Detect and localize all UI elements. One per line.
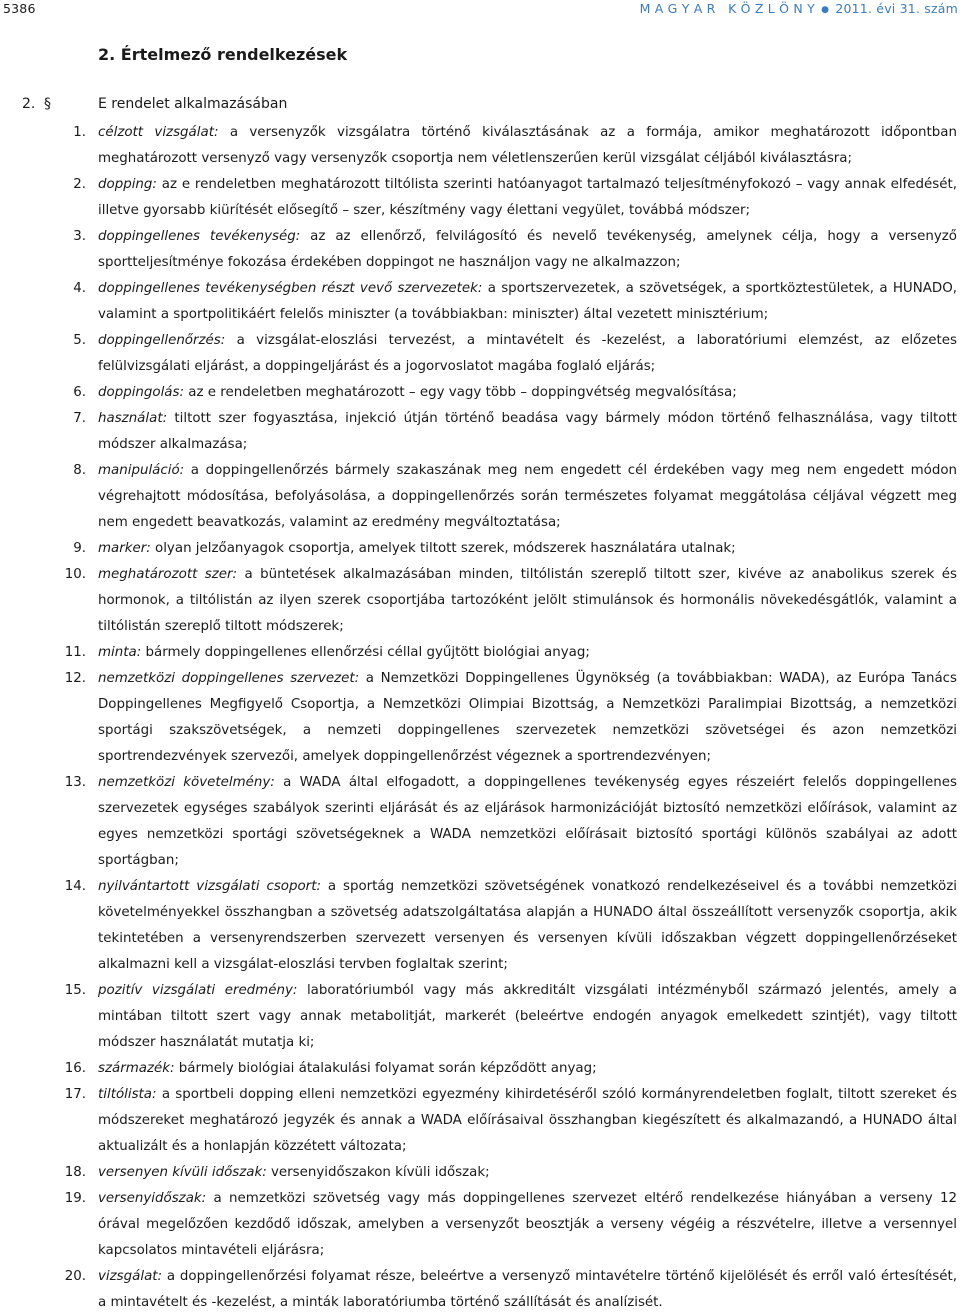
definition-item [0,406,960,458]
definition-text: a nemzetközi szövetség vagy más doppingellenes szervezet eltérő rendelkezése hiányában a verseny 12 órával megelőzően kezdődő időszak, amelyben a versenyzőt beosztják a verseny végéig a részvételre, illetve a versennyel kapcsolatos mintavételi eljárásra; [98,1191,957,1258]
page-header [0,0,960,22]
definition-item [0,1160,960,1186]
definition-term: minta: [98,645,142,660]
definition-item [0,328,960,380]
definition-text: a sportszervezetek, a szövetségek, a sportköztestületek, a HUNADO, valamint a sportpolitikáért felelős miniszter (a továbbiakban: miniszter) által vezetett minisztérium; [98,281,957,322]
definition-text: az e rendeletben meghatározott tiltólista szerinti hatóanyagot tartalmazó teljesítményfokozó – vagy annak elfedését, illetve gyorsabb kiürítését elősegítő – szer, készítmény vagy élettani vegyület, továbbá módszer; [98,177,957,218]
definition-list [0,120,960,1316]
definition-number: 19. [64,1191,86,1206]
definition-term: versenyidőszak: [98,1191,207,1206]
paragraph-sign: § [44,96,51,112]
definition-item [0,1082,960,1160]
definition-number: 4. [73,281,86,296]
definition-term: célzott vizsgálat: [98,125,219,140]
definition-number: 6. [73,385,86,400]
definition-number: 2. [73,177,86,192]
definition-term: versenyen kívüli időszak: [98,1165,267,1180]
definition-number: 11. [64,645,86,660]
definition-text: a sportág nemzetközi szövetségének vonatkozó rendelkezéseivel és a további nemzetközi követelményekkel összhangban a szövetség adatszolgáltatása alapján a HUNADO által összeállított versenyzők csoportja, akik tekintetében a versenyrendszerben szervezett versenyen és versenyen kívüli időszakban végzett doppingellenőrzéseket alkalmazni kell a vizsgálat-eloszlási tervben foglaltak szerint; [98,879,957,972]
definition-item [0,172,960,224]
journal-title [640,1,958,16]
definition-number: 3. [73,229,86,244]
definition-text: a büntetések alkalmazásában minden, tiltólistán szereplő tiltott szer, kivéve az anabolikus szerek és hormonok, a tiltólistán az ilyen szerek csoportjába tartozóként jelölt stimulánsok és hormonális növekedésgátlók, valamint a tiltólistán szereplő tiltott módszerek; [98,567,957,634]
definition-number: 12. [64,671,86,686]
definition-text: a doppingellenőrzés bármely szakaszának meg nem engedett cél érdekében vagy meg nem engedett módon végrehajtott módosítása, befolyásolása, a doppingellenőrzés során természetes folyamat meggátolása céljával végzett meg nem engedett beavatkozás, valamint az eredmény megváltoztatása; [98,463,957,530]
bullet-icon: ● [821,5,830,15]
definition-text: laboratóriumból vagy más akkreditált vizsgálati intézményből származó jelentés, amely a mintában tiltott szert vagy annak metabolitját, markerét (beleértve endogén anyagok emelkedett szintjét), vagy tiltott módszer használatát mutatja ki; [98,983,957,1050]
definition-item [0,666,960,770]
definition-number: 10. [64,567,86,582]
definition-text: a vizsgálat-eloszlási tervezést, a mintavételt és -kezelést, a laboratóriumi elemzést, az előzetes felülvizsgálati eljárást, a doppingeljárást és a jogorvoslatot magába foglaló eljárás; [98,333,957,374]
definition-term: marker: [98,541,151,556]
definition-term: nemzetközi doppingellenes szervezet: [98,671,360,686]
definition-term: vizsgálat: [98,1269,163,1284]
definition-number: 8. [73,463,86,478]
journal-name: M A G Y A R K Ö Z L Ö N Y [639,1,815,16]
definition-item [0,1056,960,1082]
definition-text: tiltott szer fogyasztása, injekció útján történő beadása vagy bármely módon történő felhasználása, vagy tiltott módszer alkalmazása; [98,411,957,452]
definition-number: 16. [64,1061,86,1076]
definition-term: származék: [98,1061,175,1076]
definition-term: doppingellenes tevékenység: [98,229,301,244]
definition-text: versenyidőszakon kívüli időszak; [266,1165,490,1180]
definition-item [0,120,960,172]
definition-number: 13. [64,775,86,790]
definition-item [0,380,960,406]
page-number: 5386 [3,1,36,16]
definition-term: nyilvántartott vizsgálati csoport: [98,879,321,894]
definition-text: a Nemzetközi Doppingellenes Ügynökség (a továbbiakban: WADA), az Európa Tanács Doppingellenes Megfigyelő Csoportja, a Nemzetközi Olimpiai Bizottság, a Nemzetközi Paralimpiai Bizottság, a nemzetközi sportági szakszövetségek, a nemzeti doppingellenes szervezetek nemzetközi szövetségei és azon nemzetközi sportrendezvények szervezői, amelyek doppingellenőrzést végeznek a sportrendezvényen; [98,671,957,764]
definition-text: a WADA által elfogadott, a doppingellenes tevékenység egyes részeiért felelős doppingellenes szervezetek egységes szabályok szerinti eljárását és az eljárások harmonizációját biztosító nemzetközi előírások, valamint az egyes nemzetközi sportági szövetségeknek a WADA nemzetközi előírásait biztosító sportági különös szabályai az adott sportágban; [98,775,957,868]
definition-term: manipuláció: [98,463,185,478]
definition-item [0,770,960,874]
definition-item [0,1264,960,1316]
definition-term: dopping: [98,177,157,192]
definition-item [0,562,960,640]
section-title: 2. Értelmező rendelkezések [98,45,348,64]
definition-item [0,978,960,1056]
definition-number: 14. [64,879,86,894]
definition-number: 9. [73,541,86,556]
definition-text: a doppingellenőrzési folyamat része, beleértve a versenyző mintavételre történő kijelölését és erről való értesítését, a mintavételt és -kezelést, a minták laboratóriumba történő szállítását és analízisét. [98,1269,957,1310]
definition-term: meghatározott szer: [98,567,238,582]
definition-term: tiltólista: [98,1087,157,1102]
definition-number: 15. [64,983,86,998]
definition-item [0,224,960,276]
definition-number: 17. [64,1087,86,1102]
definition-number: 20. [64,1269,86,1284]
definition-term: doppingellenőrzés: [98,333,226,348]
issue-label: 2011. évi 31. szám [835,1,958,16]
definition-term: használat: [98,411,168,426]
definition-number: 5. [73,333,86,348]
definition-text: olyan jelzőanyagok csoportja, amelyek tiltott szerek, módszerek használatára utalnak; [150,541,736,556]
definition-term: doppingellenes tevékenységben részt vevő szervezetek: [98,281,483,296]
definition-text: a sportbeli dopping elleni nemzetközi egyezmény kihirdetéséről szóló kormányrendeletben foglalt, tiltott szereket és módszereket meghatározó jegyzék és annak a WADA előírásaival összhangban kiegészített és alkalmazandó, a HUNADO által aktualizált és a honlapján közzétett változata; [98,1087,957,1154]
definition-number: 18. [64,1165,86,1180]
definition-number: 1. [73,125,86,140]
definition-term: doppingolás: [98,385,185,400]
definition-text: az e rendeletben meghatározott – egy vagy több – doppingvétség megvalósítása; [184,385,737,400]
definition-text: a versenyzők vizsgálatra történő kiválasztásának az a formája, amikor meghatározott időpontban meghatározott versenyző vagy versenyzők csoportja nem véletlenszerűen kerül vizsgálat céljából kiválasztásra; [98,125,957,166]
definition-term: pozitív vizsgálati eredmény: [98,983,298,998]
definition-item [0,458,960,536]
definition-text: bármely biológiai átalakulási folyamat során képződött anyag; [174,1061,597,1076]
definition-item [0,874,960,978]
definition-item [0,276,960,328]
definition-text: az az ellenőrző, felvilágosító és nevelő tevékenység, amelynek célja, hogy a versenyző sportteljesítménye fokozása érdekében doppingot ne használjon vagy ne alkalmazzon; [98,229,957,270]
definition-number: 7. [73,411,86,426]
paragraph-intro: E rendelet alkalmazásában [98,96,288,112]
definition-term: nemzetközi követelmény: [98,775,275,790]
definition-text: bármely doppingellenes ellenőrzési céllal gyűjtött biológiai anyag; [141,645,590,660]
paragraph-number: 2. [22,96,36,112]
definition-item [0,536,960,562]
definition-item [0,640,960,666]
definition-item [0,1186,960,1264]
